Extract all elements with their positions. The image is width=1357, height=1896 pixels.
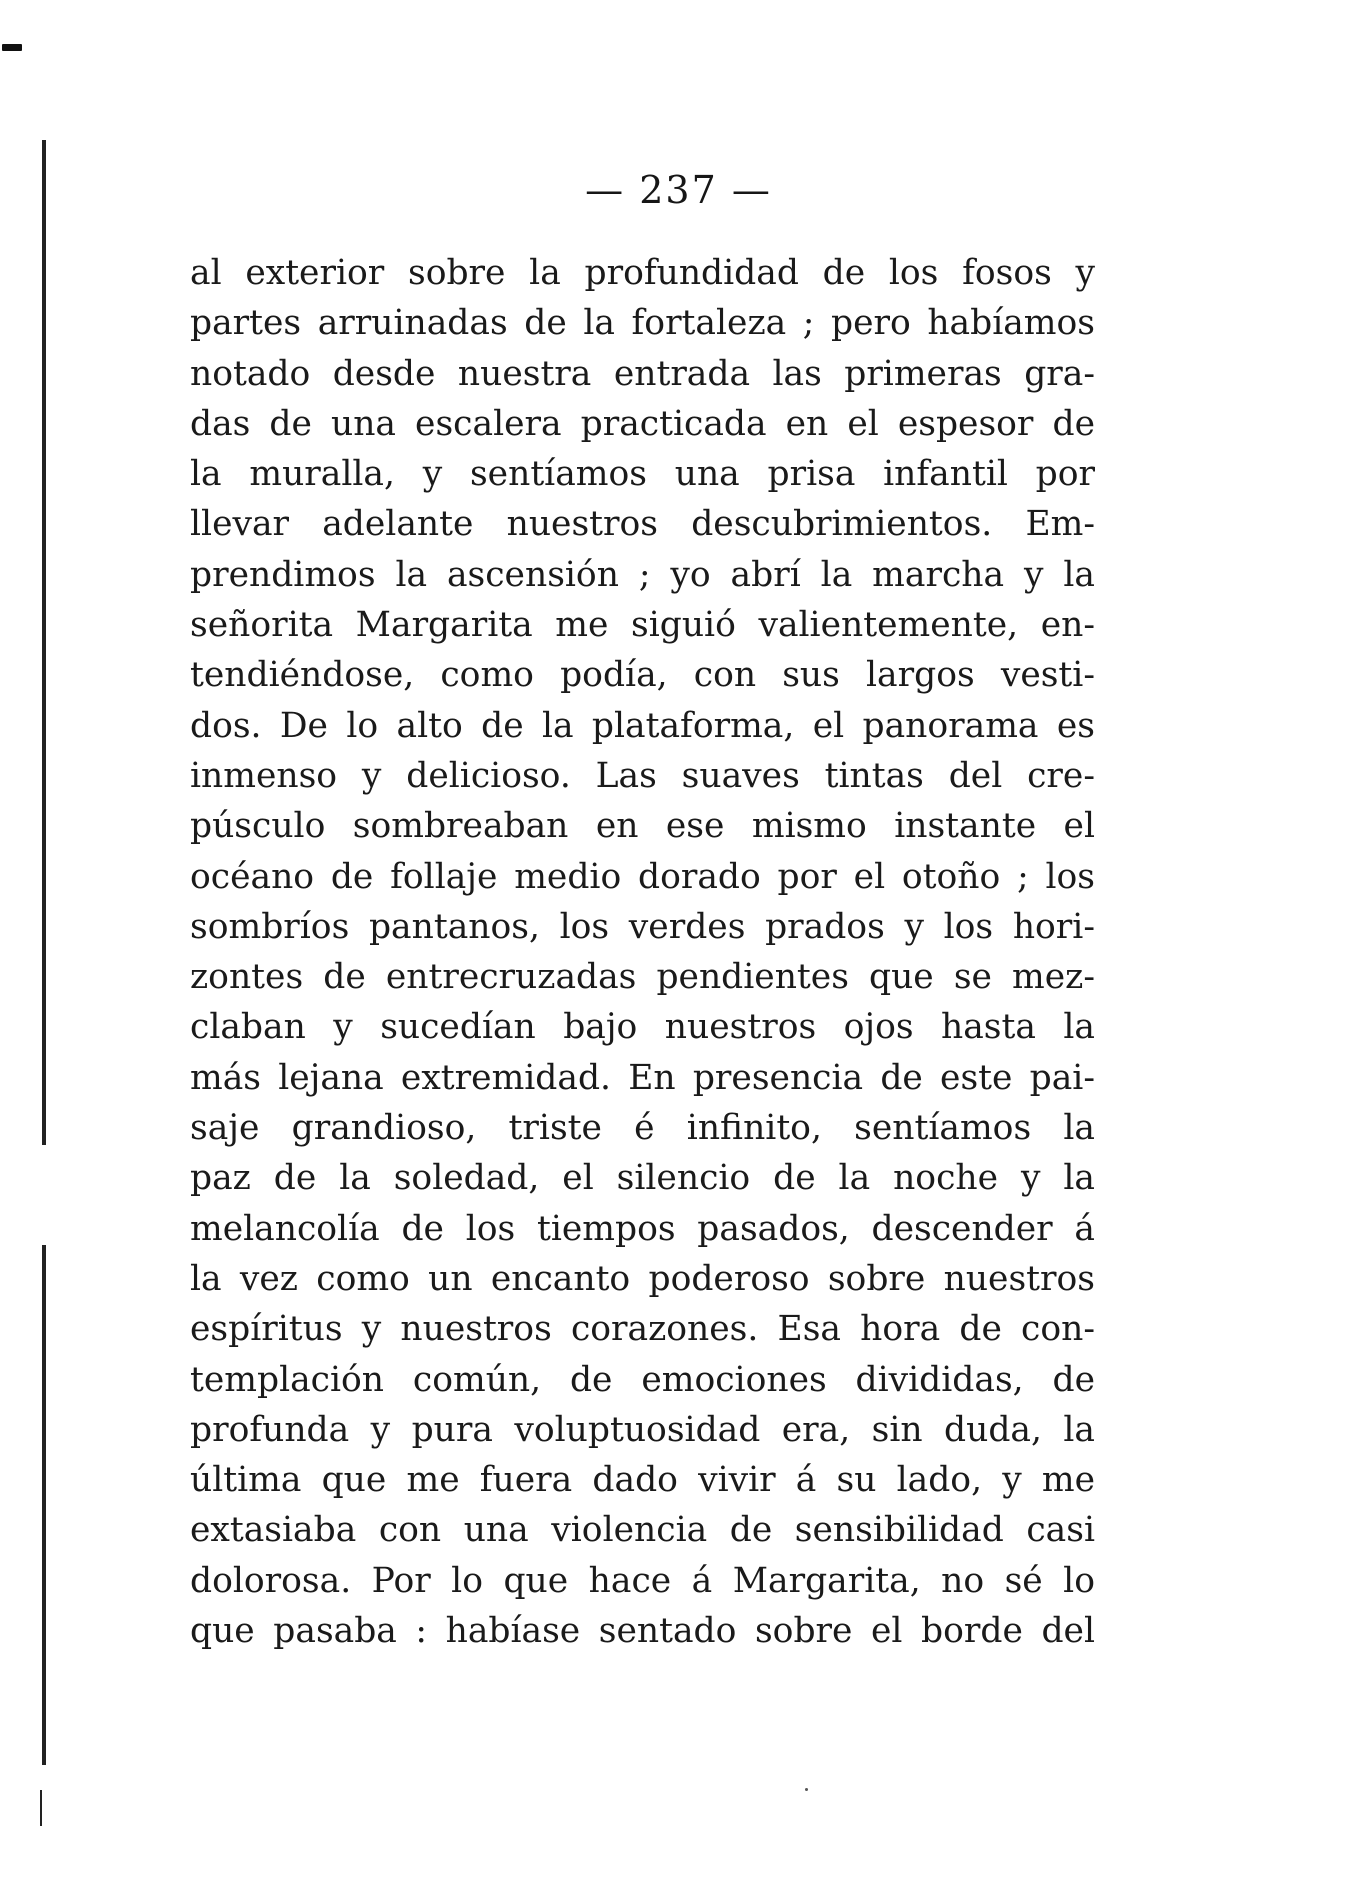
text-line: última que me fuera dado vivir á su lado, y me [190, 1460, 1095, 1501]
text-line: sombríos pantanos, los verdes prados y los hori- [190, 906, 1095, 947]
text-line: dolorosa. Por lo que hace á Margarita, no sé lo [190, 1560, 1095, 1601]
page-edge-shadow [40, 1790, 42, 1826]
text-line: prendimos la ascensión ; yo abrí la marcha y la [190, 554, 1095, 595]
body-text [190, 248, 1095, 1656]
text-line: zontes de entrecruzadas pendientes que se mez- [190, 957, 1095, 998]
text-line: la vez como un encanto poderoso sobre nuestros [190, 1258, 1095, 1299]
text-line: notado desde nuestra entrada las primeras gra- [190, 353, 1095, 394]
page-number-header: — 237 — [585, 168, 772, 212]
text-line: la muralla, y sentíamos una prisa infantil por [190, 454, 1095, 495]
text-line: saje grandioso, triste é infinito, sentíamos la [190, 1108, 1095, 1149]
text-line: profunda y pura voluptuosidad era, sin duda, la [190, 1409, 1095, 1450]
text-line: das de una escalera practicada en el espesor de [190, 403, 1095, 444]
text-line: partes arruinadas de la fortaleza ; pero habíamos [190, 303, 1095, 344]
text-line: océano de follaje medio dorado por el otoño ; los [190, 856, 1095, 897]
text-line: más lejana extremidad. En presencia de este pai- [190, 1057, 1095, 1098]
text-line: inmenso y delicioso. Las suaves tintas del cre- [190, 755, 1095, 796]
text-line: melancolía de los tiempos pasados, descender á [190, 1208, 1095, 1249]
text-line: dos. De lo alto de la plataforma, el panorama es [190, 705, 1095, 746]
text-line: espíritus y nuestros corazones. Esa hora de con- [190, 1309, 1095, 1350]
text-line: al exterior sobre la profundidad de los fosos y [190, 253, 1095, 293]
text-line: señorita Margarita me siguió valientemente, en- [190, 605, 1095, 646]
text-line: llevar adelante nuestros descubrimientos. Em- [190, 504, 1095, 545]
text-line: templación común, de emociones divididas, de [190, 1359, 1095, 1400]
text-line: púsculo sombreaban en ese mismo instante el [190, 806, 1095, 847]
scan-edge-mark [2, 44, 22, 51]
text-line: que pasaba : habíase sentado sobre el borde del [190, 1611, 1095, 1652]
text-line: claban y sucedían bajo nuestros ojos hasta la [190, 1007, 1095, 1048]
page-edge-shadow [42, 140, 46, 1145]
text-line: extasiaba con una violencia de sensibilidad casi [190, 1510, 1095, 1551]
text-line: paz de la soledad, el silencio de la noche y la [190, 1158, 1095, 1199]
page-edge-shadow [42, 1245, 46, 1765]
scan-speck [805, 1788, 808, 1791]
text-line: tendiéndose, como podía, con sus largos vesti- [190, 655, 1095, 696]
